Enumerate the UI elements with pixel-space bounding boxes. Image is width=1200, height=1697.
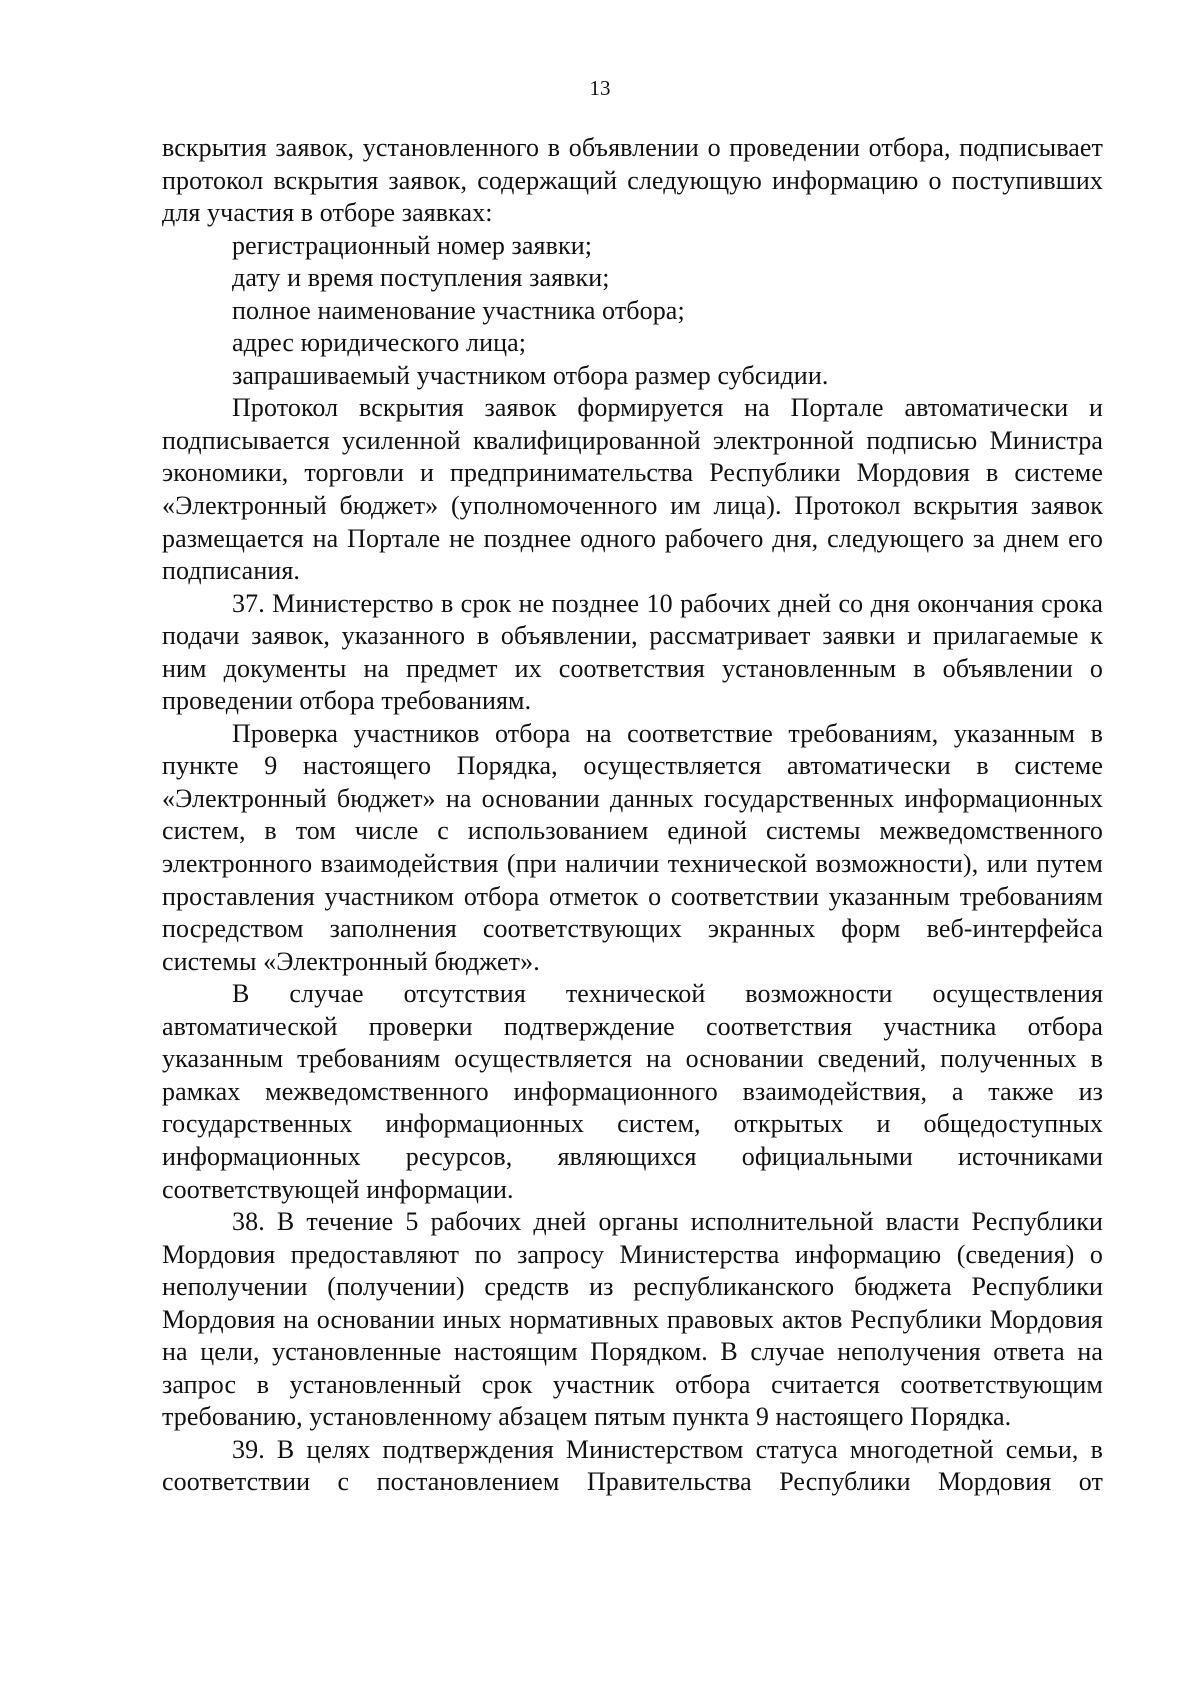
document-body	[162, 132, 1103, 1499]
paragraph-continuation: вскрытия заявок, установленного в объявлении о проведении отбора, подписывает протокол вскрытия заявок, содержащий следующую информацию о поступивших для участия в отборе заявках:	[162, 133, 1103, 228]
list-item: адрес юридического лица;	[232, 328, 527, 358]
paragraph-verification: Проверка участников отбора на соответствие требованиям, указанным в пункте 9 настоящего Порядка, осуществляется автоматически в системе «Электронный бюджет» на основании данных государственных информационных систем, в том числе с использованием единой системы межведомственного электронного взаимодействия (при наличии технической возможности), или путем проставления участником отбора отметок о соответствии указанным требованиям посредством заполнения соответствующих экранных форм веб-интерфейса системы «Электронный бюджет».	[162, 718, 1103, 976]
paragraph-39: 39. В целях подтверждения Министерством статуса многодетной семьи, в соответствии с постановлением Правительства Республики Мордовия от	[162, 1434, 1103, 1497]
list-item: полное наименование участника отбора;	[232, 295, 685, 325]
page-number: 13	[589, 76, 611, 100]
list-item: запрашиваемый участником отбора размер субсидии.	[232, 360, 829, 390]
list-item: регистрационный номер заявки;	[232, 230, 593, 260]
paragraph-no-technical-possibility: В случае отсутствия технической возможности осуществления автоматической проверки подтверждение соответствия участника отбора указанным требованиям осуществляется на основании сведений, полученных в рамках межведомственного информационного взаимодействия, а также из государственных информационных систем, открытых и общедоступных информационных ресурсов, являющихся официальными источниками соответствующей информации.	[162, 979, 1103, 1204]
paragraph-37: 37. Министерство в срок не позднее 10 рабочих дней со дня окончания срока подачи заявок, указанного в объявлении, рассматривает заявки и прилагаемые к ним документы на предмет их соответствия установленным в объявлении о проведении отбора требованиям.	[162, 588, 1103, 716]
paragraph-protocol: Протокол вскрытия заявок формируется на Портале автоматически и подписывается усиленной квалифицированной электронной подписью Министра экономики, торговли и предпринимательства Республики Мордовия в системе «Электронный бюджет» (уполномоченного им лица). Протокол вскрытия заявок размещается на Портале не позднее одного рабочего дня, следующего за днем его подписания.	[162, 393, 1103, 586]
paragraph-38: 38. В течение 5 рабочих дней органы исполнительной власти Республики Мордовия предоставляют по запросу Министерства информацию (сведения) о неполучении (получении) средств из республиканского бюджета Республики Мордовия на основании иных нормативных правовых актов Республики Мордовия на цели, установленные настоящим Порядком. В случае неполучения ответа на запрос в установленный срок участник отбора считается соответствующим требованию, установленному абзацем пятым пункта 9 настоящего Порядка.	[162, 1207, 1103, 1432]
list-item: дату и время поступления заявки;	[232, 263, 610, 293]
